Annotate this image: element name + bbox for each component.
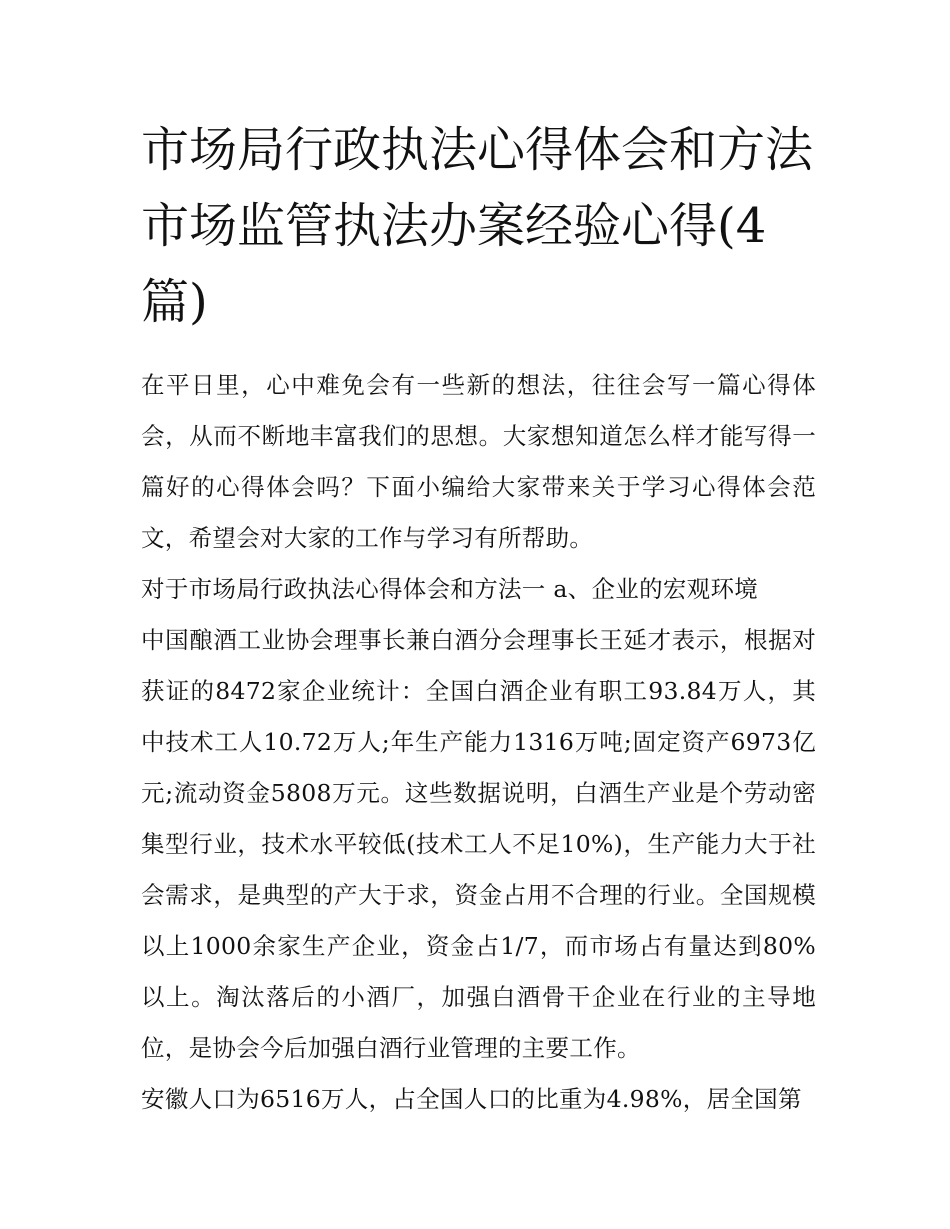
paragraph-intro: 在平日里，心中难免会有一些新的想法，往往会写一篇心得体会，从而不断地丰富我们的思想。大家想知道怎么样才能写得一篇好的心得体会吗？下面小编给大家带来关于学习心得体会范文，希望会对大家的工作与学习有所帮助。 xyxy=(141,371,816,552)
document-title: 市场局行政执法心得体会和方法 市场监管执法办案经验心得(4篇) xyxy=(141,122,814,330)
document-content xyxy=(141,112,816,1125)
paragraph-anhui-population: 安徽人口为6516万人，占全国人口的比重为4.98%，居全国第 xyxy=(141,1085,802,1113)
paragraph-section-heading: 对于市场局行政执法心得体会和方法一 a、企业的宏观环境 xyxy=(141,575,759,603)
document-body xyxy=(141,360,816,1125)
paragraph-industry-stats: 中国酿酒工业协会理事长兼白酒分会理事长王延才表示，根据对获证的8472家企业统计：全国白酒企业有职工93.84万人，其中技术工人10.72万人;年生产能力1316万吨;固定资产6973亿元;流动资金5808万元。这些数据说明，白酒生产业是个劳动密集型行业，技术水平较低(技术工人不足10%)，生产能力大于社会需求，是典型的产大于求，资金占用不合理的行业。全国规模以上1000余家生产企业，资金占1/7，而市场占有量达到80%以上。淘汰落后的小酒厂，加强白酒骨干企业在行业的主导地位，是协会今后加强白酒行业管理的主要工作。 xyxy=(141,626,816,1062)
